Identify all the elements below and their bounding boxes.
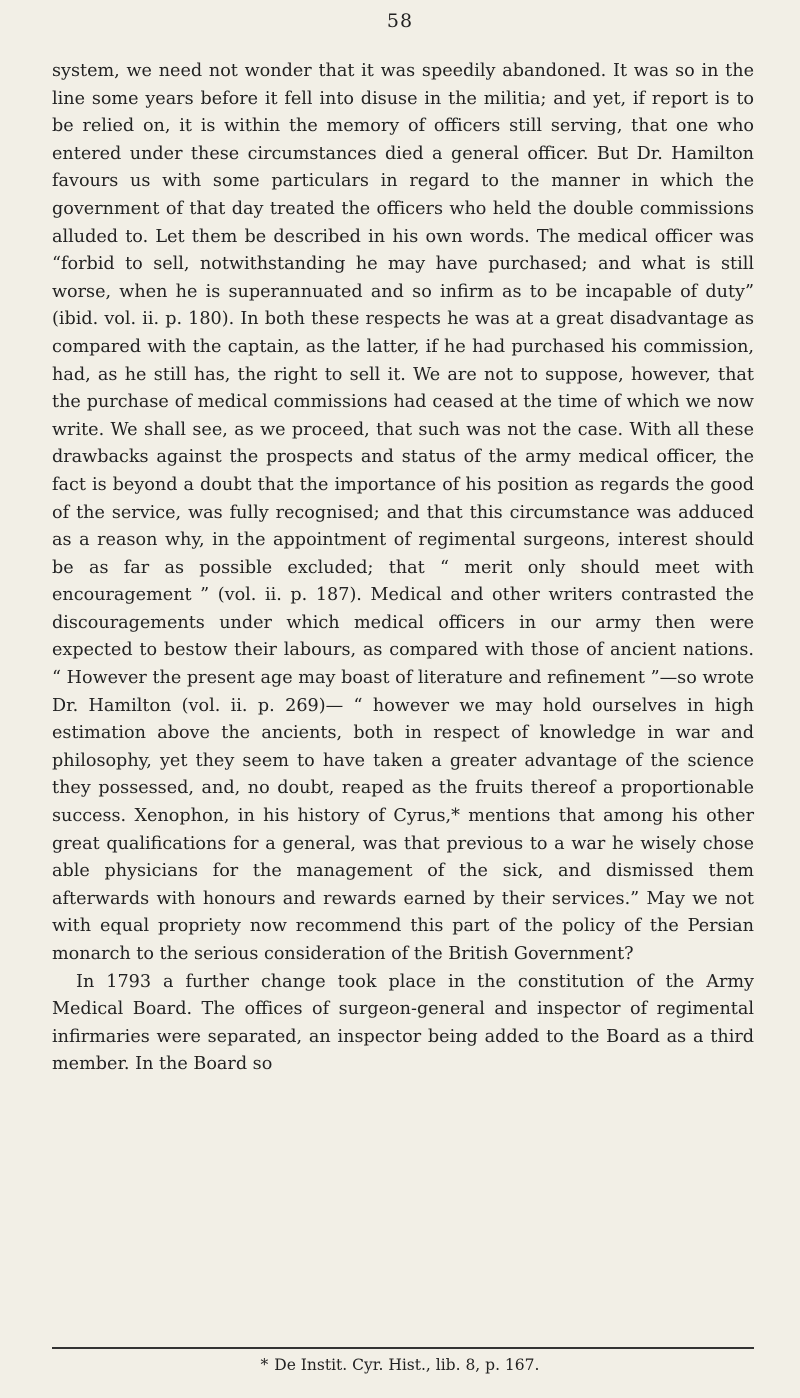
paragraph-continued: system, we need not wonder that it was speedily abandoned. It was so in the line some years before it fell into disuse in the militia; and yet, if report is to be relied on, it is within the memory of officers still serving, that one who entered under these circumstances died a general officer. But Dr. Hamilton favours us with some particulars in regard to the manner in which the government of that day treated the officers who held the double commissions alluded to. Let them be described in his own words. The medical officer was “forbid to sell, notwithstanding he may have purchased; and what is still worse, when he is superannuated and so infirm as to be incapable of duty” (ibid. vol. ii. p. 180). In both these respects he was at a great disadvantage as compared with the captain, as the latter, if he had purchased his commission, had, as he still has, the right to sell it. We are not to suppose, however, that the purchase of medical commissions had ceased at the time of which we now write. We shall see, as we proceed, that such was not the case. With all these drawbacks against the prospects and status of the army medical officer, the fact is beyond a doubt that the importance of his position as regards the good of the service, was fully recognised; and that this circumstance was adduced as a reason why, in the appointment of regimental surgeons, interest should be as far as possible excluded; that “ merit only should meet with encouragement ” (vol. ii. p. 187). Medical and other writers contrasted the discouragements under which medical officers in our army then were expected to bestow their labours, as compared with those of ancient nations. “ However the present age may boast of literature and refinement ”—so wrote Dr. Hamilton (vol. ii. p. 269)— “ however we may hold ourselves in high estimation above the ancients, both in respect of knowledge in war and philosophy, yet they seem to have taken a greater advantage of the science they possessed, and, no doubt, reaped as the fruits thereof a proportionable success. Xenophon, in his history of Cyrus,* mentions that among his other great qualifications for a general, was that previous to a war he wisely chose able physicians for the management of the sick, and dismissed them afterwards with honours and rewards earned by their services.” May we not with equal propriety now recommend this part of the policy of the Persian monarch to the serious consideration of the British Government? xyxy=(52,61,754,964)
footnote-divider xyxy=(52,1347,754,1349)
footnote xyxy=(0,1356,800,1374)
paragraph-1793: In 1793 a further change took place in the constitution of the Army Medical Board. The offices of surgeon-general and inspector of regimental infirmaries were separated, an inspector being added to the Board as a third member. In the Board so xyxy=(52,971,754,1075)
body-text xyxy=(52,58,754,1079)
footnote-mark: * xyxy=(260,1356,269,1374)
page-number: 58 xyxy=(386,10,414,32)
footnote-text: De Instit. Cyr. Hist., lib. 8, p. 167. xyxy=(274,1356,540,1374)
